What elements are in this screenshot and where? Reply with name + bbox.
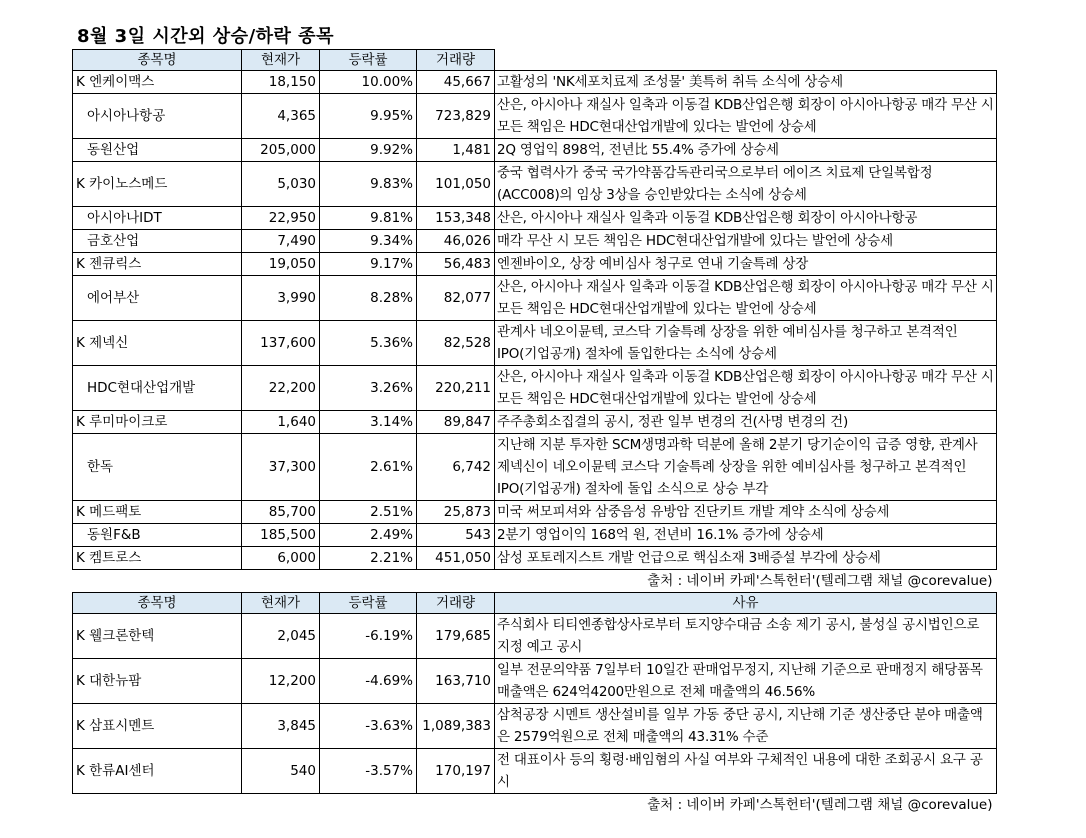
col-header-reason: 사유: [495, 593, 997, 614]
change-rate: 9.17%: [320, 253, 417, 276]
stock-name: K 대한뉴팜: [73, 659, 242, 704]
change-rate: 9.34%: [320, 230, 417, 253]
change-rate: 2.51%: [320, 501, 417, 524]
current-price: 3,845: [242, 704, 320, 749]
col-header-change: 등락률: [320, 50, 417, 71]
stock-name: 한독: [73, 434, 242, 501]
stock-name: HDC현대산업개발: [73, 366, 242, 411]
change-rate: 10.00%: [320, 71, 417, 94]
stock-name: K 엔케이맥스: [73, 71, 242, 94]
table-row: [73, 614, 997, 659]
table-row: [73, 71, 997, 94]
stock-name: K 삼표시멘트: [73, 704, 242, 749]
stock-name: K 카이노스메드: [73, 162, 242, 207]
trade-volume: 101,050: [417, 162, 495, 207]
trade-volume: 82,528: [417, 321, 495, 366]
change-rate: 2.61%: [320, 434, 417, 501]
current-price: 4,365: [242, 94, 320, 139]
table-row: [73, 94, 997, 139]
current-price: 205,000: [242, 139, 320, 162]
current-price: 137,600: [242, 321, 320, 366]
trade-volume: 56,483: [417, 253, 495, 276]
change-rate: 9.95%: [320, 94, 417, 139]
current-price: 5,030: [242, 162, 320, 207]
table-row: [73, 659, 997, 704]
col-header-change: 등락률: [320, 593, 417, 614]
trade-volume: 1,481: [417, 139, 495, 162]
current-price: 1,640: [242, 411, 320, 434]
change-rate: 2.49%: [320, 524, 417, 547]
reason-text: 산은, 아시아나 재실사 일축과 이동걸 KDB산업은행 회장이 아시아나항공 매각 무산 시 모든 책임은 HDC현대산업개발에 있다는 발언에 상승세: [495, 276, 997, 321]
reason-text: 전 대표이사 등의 횡령·배임혐의 사실 여부와 구체적인 내용에 대한 조회공시 요구 공시: [495, 749, 997, 794]
table-row: [73, 230, 997, 253]
change-rate: 3.14%: [320, 411, 417, 434]
table-row: [73, 321, 997, 366]
stock-name: K 제넥신: [73, 321, 242, 366]
col-header-volume: 거래량: [417, 50, 495, 71]
reason-text: 2Q 영업익 898억, 전년比 55.4% 증가에 상승세: [495, 139, 997, 162]
table-row: [73, 524, 997, 547]
current-price: 19,050: [242, 253, 320, 276]
trade-volume: 163,710: [417, 659, 495, 704]
stock-name: 동원F&B: [73, 524, 242, 547]
trade-volume: 153,348: [417, 207, 495, 230]
reason-text: 삼척공장 시멘트 생산설비를 일부 가동 중단 공시, 지난해 기준 생산중단 분야 매출액은 2579억원으로 전체 매출액의 43.31% 수준: [495, 704, 997, 749]
stock-name: K 루미마이크로: [73, 411, 242, 434]
stock-name: K 젠큐릭스: [73, 253, 242, 276]
falling-stocks-table: [72, 592, 997, 816]
trade-volume: 1,089,383: [417, 704, 495, 749]
col-header-name: 종목명: [73, 50, 242, 71]
table-row: [73, 139, 997, 162]
change-rate: 9.92%: [320, 139, 417, 162]
source-note: 출처 : 네이버 카페'스톡헌터'(텔레그램 채널 @corevalue): [647, 573, 993, 589]
change-rate: 9.83%: [320, 162, 417, 207]
table-row: [73, 547, 997, 570]
reason-text: 고활성의 'NK세포치료제 조성물' 美특허 취득 소식에 상승세: [495, 71, 997, 94]
falling-header-row: [73, 593, 997, 614]
reason-text: 관계사 네오이뮨텍, 코스닥 기술특례 상장을 위한 예비심사를 청구하고 본격적인 IPO(기업공개) 절차에 돌입한다는 소식에 상승세: [495, 321, 997, 366]
stock-name: K 한류AI센터: [73, 749, 242, 794]
col-header-price: 현재가: [242, 50, 320, 71]
reason-text: 매각 무산 시 모든 책임은 HDC현대산업개발에 있다는 발언에 상승세: [495, 230, 997, 253]
trade-volume: 45,667: [417, 71, 495, 94]
rising-stocks-table: [72, 49, 997, 592]
reason-text: 엔젠바이오, 상장 예비심사 청구로 연내 기술특례 상장: [495, 253, 997, 276]
table-row: [73, 162, 997, 207]
rising-header-row: [73, 50, 997, 71]
table-row: [73, 411, 997, 434]
reason-text: 산은, 아시아나 재실사 일축과 이동걸 KDB산업은행 회장이 아시아나항공 매각 무산 시 모든 책임은 HDC현대산업개발에 있다는 발언에 상승세: [495, 94, 997, 139]
stock-name: 아시아나항공: [73, 94, 242, 139]
trade-volume: 6,742: [417, 434, 495, 501]
change-rate: 9.81%: [320, 207, 417, 230]
reason-text: 미국 써모피셔와 삼중음성 유방암 진단키트 개발 계약 소식에 상승세: [495, 501, 997, 524]
stock-name: 동원산업: [73, 139, 242, 162]
stock-name: 금호산업: [73, 230, 242, 253]
trade-volume: 451,050: [417, 547, 495, 570]
trade-volume: 723,829: [417, 94, 495, 139]
current-price: 3,990: [242, 276, 320, 321]
current-price: 22,200: [242, 366, 320, 411]
table-row: [73, 749, 997, 794]
col-header-price: 현재가: [242, 593, 320, 614]
table-row: [73, 207, 997, 230]
stock-name: 에어부산: [73, 276, 242, 321]
change-rate: 2.21%: [320, 547, 417, 570]
table-row: [73, 501, 997, 524]
stock-name: K 메드팩토: [73, 501, 242, 524]
current-price: 85,700: [242, 501, 320, 524]
reason-text: 지난해 지분 투자한 SCM생명과학 덕분에 올해 2분기 당기순이익 급증 영향, 관계사 제넥신이 네오이뮨텍 코스닥 기술특례 상장을 위한 예비심사를 청구하고 본격적인 IPO(기업공개) 절차에 돌입 소식으로 상승 부각: [495, 434, 997, 501]
trade-volume: 170,197: [417, 749, 495, 794]
reason-text: 일부 전문의약품 7일부터 10일간 판매업무정지, 지난해 기준으로 판매정지 해당품목 매출액은 624억4200만원으로 전체 매출액의 46.56%: [495, 659, 997, 704]
trade-volume: 46,026: [417, 230, 495, 253]
trade-volume: 220,211: [417, 366, 495, 411]
reason-text: 2분기 영업이익 168억 원, 전년비 16.1% 증가에 상승세: [495, 524, 997, 547]
change-rate: 5.36%: [320, 321, 417, 366]
table-row: [73, 253, 997, 276]
table-row: [73, 366, 997, 411]
reason-text: 주주총회소집결의 공시, 정관 일부 변경의 건(사명 변경의 건): [495, 411, 997, 434]
reason-text: 주식회사 티티엔종합상사로부터 토지양수대금 소송 제기 공시, 불성실 공시법인으로 지정 예고 공시: [495, 614, 997, 659]
stock-name: 아시아나IDT: [73, 207, 242, 230]
col-header-blank: [495, 50, 997, 71]
change-rate: 3.26%: [320, 366, 417, 411]
reason-text: 산은, 아시아나 재실사 일축과 이동걸 KDB산업은행 회장이 아시아나항공: [495, 207, 997, 230]
source-row: [73, 570, 997, 593]
trade-volume: 82,077: [417, 276, 495, 321]
col-header-volume: 거래량: [417, 593, 495, 614]
page-title: 8월 3일 시간외 상승/하락 종목: [77, 26, 334, 47]
table-row: [73, 704, 997, 749]
current-price: 37,300: [242, 434, 320, 501]
change-rate: -4.69%: [320, 659, 417, 704]
reason-text: 삼성 포토레지스트 개발 언급으로 핵심소재 3배증설 부각에 상승세: [495, 547, 997, 570]
change-rate: 8.28%: [320, 276, 417, 321]
table-row: [73, 276, 997, 321]
table-row: [73, 434, 997, 501]
stock-name: K 웰크론한텍: [73, 614, 242, 659]
current-price: 12,200: [242, 659, 320, 704]
current-price: 7,490: [242, 230, 320, 253]
stock-name: K 켐트로스: [73, 547, 242, 570]
change-rate: -3.57%: [320, 749, 417, 794]
change-rate: -3.63%: [320, 704, 417, 749]
change-rate: -6.19%: [320, 614, 417, 659]
current-price: 2,045: [242, 614, 320, 659]
source-row: [73, 794, 997, 817]
current-price: 18,150: [242, 71, 320, 94]
reason-text: 중국 협력사가 중국 국가약품감독관리국으로부터 에이즈 치료제 단일복합정(ACC008)의 임상 3상을 승인받았다는 소식에 상승세: [495, 162, 997, 207]
trade-volume: 25,873: [417, 501, 495, 524]
current-price: 540: [242, 749, 320, 794]
trade-volume: 179,685: [417, 614, 495, 659]
trade-volume: 89,847: [417, 411, 495, 434]
current-price: 22,950: [242, 207, 320, 230]
current-price: 185,500: [242, 524, 320, 547]
reason-text: 산은, 아시아나 재실사 일축과 이동걸 KDB산업은행 회장이 아시아나항공 매각 무산 시 모든 책임은 HDC현대산업개발에 있다는 발언에 상승세: [495, 366, 997, 411]
trade-volume: 543: [417, 524, 495, 547]
col-header-name: 종목명: [73, 593, 242, 614]
source-note: 출처 : 네이버 카페'스톡헌터'(텔레그램 채널 @corevalue): [647, 797, 993, 813]
current-price: 6,000: [242, 547, 320, 570]
